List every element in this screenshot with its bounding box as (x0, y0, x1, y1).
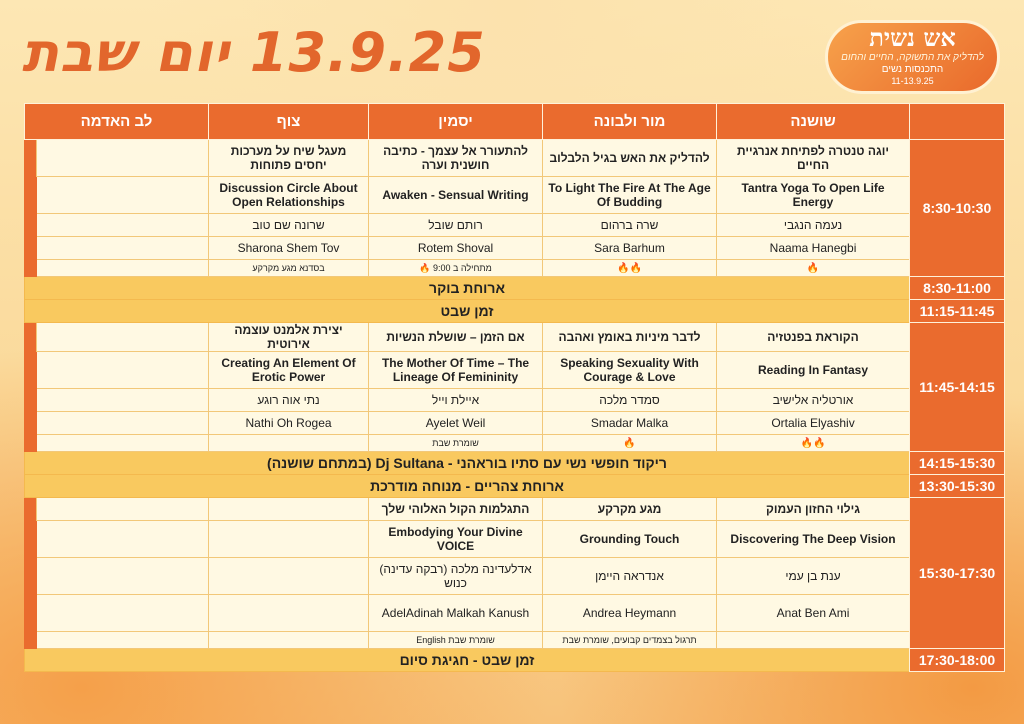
cell (37, 237, 209, 260)
page-title: 13.9.25 יום שבת (22, 21, 486, 84)
cell: התגלמות הקול האלוהי שלך (369, 498, 543, 521)
cell: להתעורר אל עצמך - כתיבה חושנית וערה (369, 140, 543, 177)
band-breakfast-label: ארוחת בוקר (25, 277, 910, 300)
cell: Sharona Shem Tov (209, 237, 369, 260)
cell (37, 352, 209, 389)
session1-heb-name-row (25, 214, 1005, 237)
cell: Naama Hanegbi (717, 237, 910, 260)
cell: AdelAdinah Malkah Kanush (369, 595, 543, 632)
session3-en-title-row (25, 521, 1005, 558)
cell: שומרת שבת English (369, 632, 543, 649)
schedule-table (24, 103, 1005, 672)
cell: יוגה טנטרה לפתיחת אנרגיית החיים (717, 140, 910, 177)
cell (37, 412, 209, 435)
cell: להדליק את האש בגיל הלבלוב (543, 140, 717, 177)
session2-en-name-row (25, 412, 1005, 435)
cell: Sara Barhum (543, 237, 717, 260)
cell (717, 632, 910, 649)
cell: אם הזמן – שושלת הנשיות (369, 323, 543, 352)
cell: 🔥 (717, 260, 910, 277)
cell: מעגל שיח על מערכות יחסים פתוחות (209, 140, 369, 177)
cell (37, 435, 209, 452)
cell: מתחילה ב 9:00 🔥 (369, 260, 543, 277)
band-dance-row (25, 452, 1005, 475)
cell: Awaken - Sensual Writing (369, 177, 543, 214)
band-lunch-row (25, 475, 1005, 498)
band-lunch-label: ארוחת צהריים - מנוחה מודרכת (25, 475, 910, 498)
cell (37, 177, 209, 214)
cell: Rotem Shoval (369, 237, 543, 260)
header-row (25, 104, 1005, 140)
band-dance-time: 14:15-15:30 (910, 452, 1005, 475)
cell: בסדנא מגע מקרקע (209, 260, 369, 277)
cell (37, 323, 209, 352)
cell: אנדראה היימן (543, 558, 717, 595)
session2-en-title-row (25, 352, 1005, 389)
band-breakfast-row (25, 277, 1005, 300)
cell: Ayelet Weil (369, 412, 543, 435)
cell: Tantra Yoga To Open Life Energy (717, 177, 910, 214)
cell: Discovering The Deep Vision (717, 521, 910, 558)
band-tribe-time: 11:15-11:45 (910, 300, 1005, 323)
logo-name: אש נשית (869, 23, 956, 52)
cell: שרונה שם טוב (209, 214, 369, 237)
cell: Discussion Circle About Open Relationships (209, 177, 369, 214)
cell: ענת בן עמי (717, 558, 910, 595)
cell: Speaking Sexuality With Courage & Love (543, 352, 717, 389)
cell: גילוי החזון העמוק (717, 498, 910, 521)
band-closing-label: זמן שבט - חגיגת סיום (25, 649, 910, 672)
header-shoshana: שושנה (717, 104, 910, 140)
header-tzuf: צוף (209, 104, 369, 140)
cell (37, 214, 209, 237)
cell: רותם שובל (369, 214, 543, 237)
cell: אדלעדינה מלכה (רבקה עדינה) כנוש (369, 558, 543, 595)
row-edge (25, 498, 37, 649)
cell: תרגול בצמדים קבועים, שומרת שבת (543, 632, 717, 649)
cell: יצירת אלמנט עוצמה אירוטית (209, 323, 369, 352)
cell: Reading In Fantasy (717, 352, 910, 389)
cell (209, 521, 369, 558)
header-yasmin: יסמין (369, 104, 543, 140)
logo-tagline: להדליק את התשוקה, החיים והחום (841, 52, 984, 63)
cell: נתי אוה רוגע (209, 389, 369, 412)
session3-time: 15:30-17:30 (910, 498, 1005, 649)
session2-heb-title-row (25, 323, 1005, 352)
cell (37, 389, 209, 412)
cell: Grounding Touch (543, 521, 717, 558)
band-closing-row (25, 649, 1005, 672)
header-lev-haadama: לב האדמה (25, 104, 209, 140)
cell (37, 260, 209, 277)
header-mor-levona: מור ולבונה (543, 104, 717, 140)
cell: אורטליה אלישיב (717, 389, 910, 412)
cell (37, 595, 209, 632)
cell (37, 521, 209, 558)
cell (209, 435, 369, 452)
cell: סמדר מלכה (543, 389, 717, 412)
cell: שומרת שבת (369, 435, 543, 452)
cell: Anat Ben Ami (717, 595, 910, 632)
band-tribe-label: זמן שבט (25, 300, 910, 323)
band-closing-time: 17:30-18:00 (910, 649, 1005, 672)
cell: שרה ברהום (543, 214, 717, 237)
cell (37, 140, 209, 177)
event-logo (825, 20, 1000, 94)
cell: Embodying Your Divine VOICE (369, 521, 543, 558)
band-tribe-time-row (25, 300, 1005, 323)
cell: נעמה הנגבי (717, 214, 910, 237)
cell: 🔥🔥 (717, 435, 910, 452)
cell: 🔥🔥 (543, 260, 717, 277)
row-edge (25, 323, 37, 452)
cell (37, 558, 209, 595)
cell: Ortalia Elyashiv (717, 412, 910, 435)
band-dance-label: ריקוד חופשי נשי עם סתיו בוראהני - Dj Sultana (במתחם שושנה) (25, 452, 910, 475)
session3-notes-row (25, 632, 1005, 649)
band-lunch-time: 13:30-15:30 (910, 475, 1005, 498)
session2-notes-row (25, 435, 1005, 452)
session1-notes-row (25, 260, 1005, 277)
cell: לדבר מיניות באומץ ואהבה (543, 323, 717, 352)
session2-heb-name-row (25, 389, 1005, 412)
cell: איילת וייל (369, 389, 543, 412)
cell (37, 632, 209, 649)
row-edge (25, 140, 37, 277)
cell (37, 498, 209, 521)
cell (209, 498, 369, 521)
cell (209, 595, 369, 632)
cell: To Light The Fire At The Age Of Budding (543, 177, 717, 214)
session1-en-name-row (25, 237, 1005, 260)
logo-subtitle: התכנסות נשים (881, 64, 944, 75)
cell (209, 558, 369, 595)
cell: מגע מקרקע (543, 498, 717, 521)
session3-heb-title-row (25, 498, 1005, 521)
header-time (910, 104, 1005, 140)
session1-en-title-row (25, 177, 1005, 214)
session1-heb-title-row (25, 140, 1005, 177)
session3-heb-name-row (25, 558, 1005, 595)
cell: Nathi Oh Rogea (209, 412, 369, 435)
cell: Smadar Malka (543, 412, 717, 435)
cell: Andrea Heymann (543, 595, 717, 632)
cell: The Mother Of Time – The Lineage Of Femininity (369, 352, 543, 389)
cell: Creating An Element Of Erotic Power (209, 352, 369, 389)
session3-en-name-row (25, 595, 1005, 632)
cell: הקוראת בפנטזיה (717, 323, 910, 352)
session2-time: 11:45-14:15 (910, 323, 1005, 452)
cell (209, 632, 369, 649)
band-breakfast-time: 8:30-11:00 (910, 277, 1005, 300)
cell: 🔥 (543, 435, 717, 452)
logo-dates: 11-13.9.25 (891, 76, 934, 86)
session1-time: 8:30-10:30 (910, 140, 1005, 277)
